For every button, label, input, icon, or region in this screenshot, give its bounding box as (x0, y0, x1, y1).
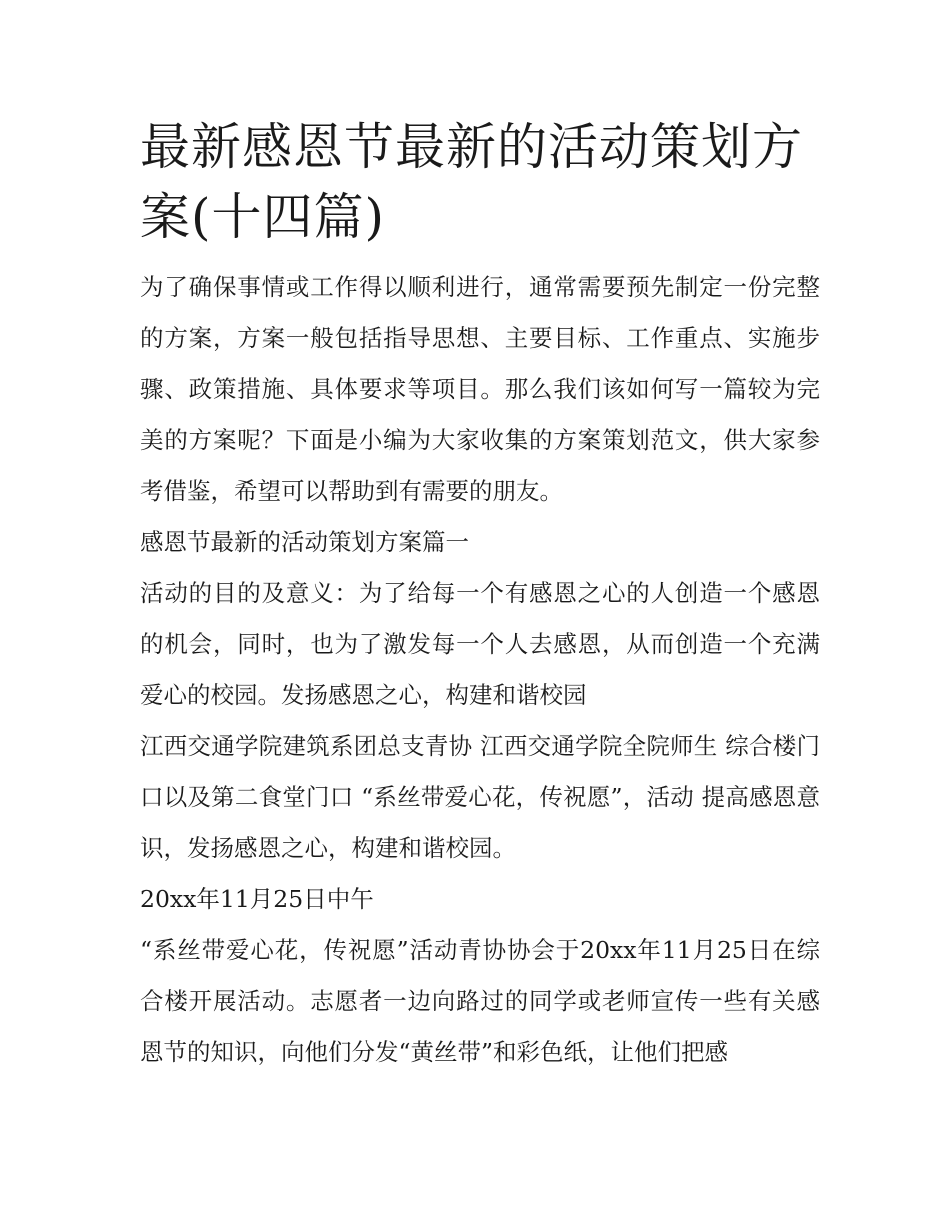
date-paragraph: 20xx年11月25日中午 (140, 885, 374, 913)
activity-paragraph: “系丝带爱心花，传祝愿”活动青协协会于20xx年11月25日在综合楼开展活动。志愿者一边向路过的同学或老师宣传一些有关感恩节的知识，向他们分发“黄丝带”和彩色纸，让他们把感 (140, 936, 820, 1066)
purpose-paragraph: 活动的目的及意义：为了给每一个有感恩之心的人创造一个感恩的机会，同时，也为了激发每一个人去感恩，从而创造一个充满爱心的校园。发扬感恩之心，构建和谐校园 (140, 579, 820, 709)
intro-paragraph: 为了确保事情或工作得以顺利进行，通常需要预先制定一份完整的方案，方案一般包括指导思想、主要目标、工作重点、实施步骤、政策措施、具体要求等项目。那么我们该如何写一篇较为完美的方案呢？下面是小编为大家收集的方案策划范文，供大家参考借鉴，希望可以帮助到有需要的朋友。 (140, 273, 820, 505)
document-title: 最新感恩节最新的活动策划方案(十四篇) (140, 118, 803, 246)
section-heading: 感恩节最新的活动策划方案篇一 (140, 528, 469, 556)
document-page (140, 112, 820, 1078)
organizer-paragraph: 江西交通学院建筑系团总支青协 江西交通学院全院师生 综合楼门口以及第二食堂门口 “系丝带爱心花，传祝愿”，活动 提高感恩意识，发扬感恩之心，构建和谐校园。 (140, 732, 820, 862)
